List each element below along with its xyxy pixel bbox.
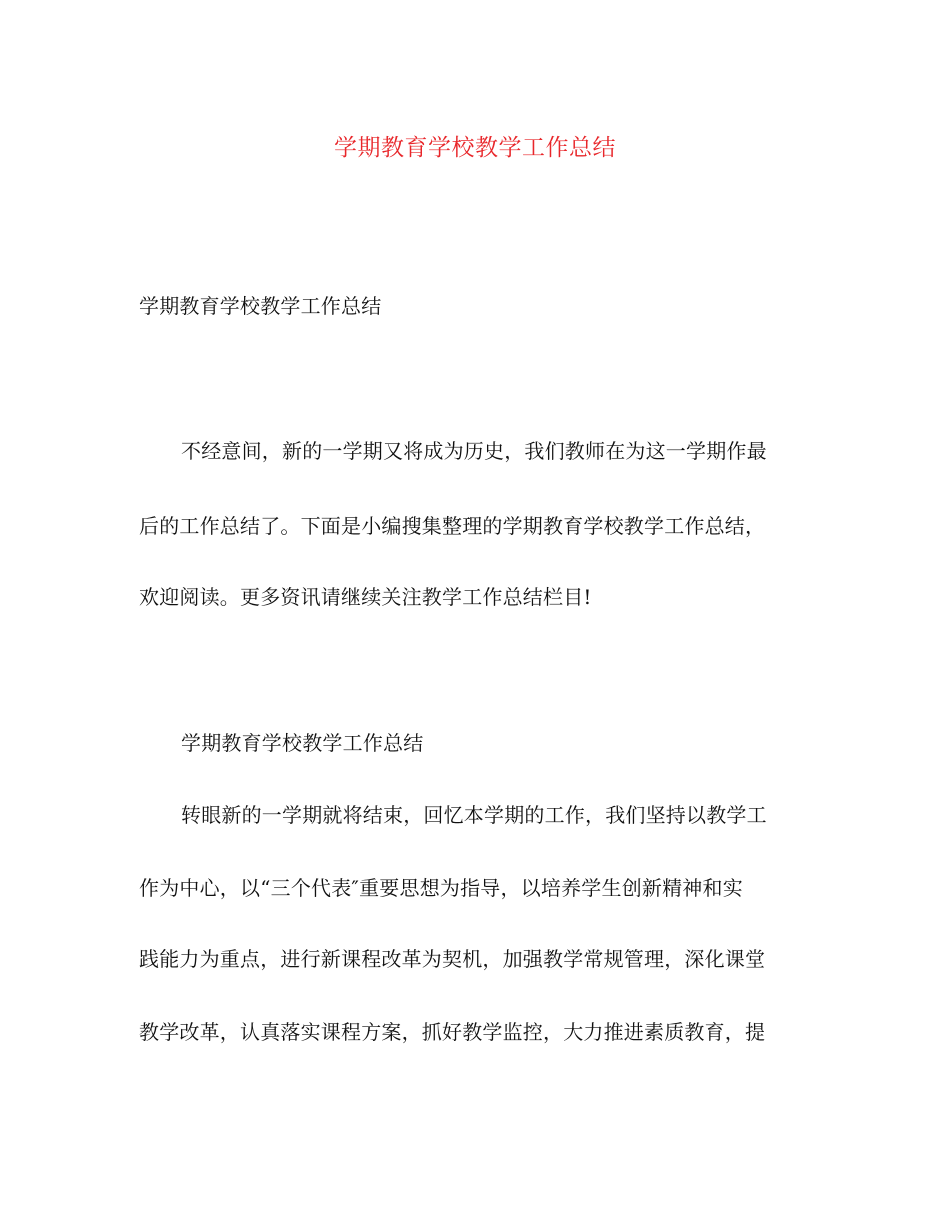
intro-line: 欢迎阅读。更多资讯请继续关注教学工作总结栏目! bbox=[139, 585, 592, 609]
body-line: 践能力为重点，进行新课程改革为契机，加强教学常规管理，深化课堂 bbox=[139, 947, 766, 971]
body-line: 教学改革，认真落实课程方案，抓好教学监控，大力推进素质教育，提 bbox=[139, 1020, 766, 1044]
body-line: 作为中心，以“三个代表″重要思想为指导，以培养学生创新精神和实 bbox=[139, 876, 743, 900]
document-title: 学期教育学校教学工作总结 bbox=[334, 135, 616, 161]
document-subtitle: 学期教育学校教学工作总结 bbox=[139, 294, 382, 318]
intro-line: 不经意间，新的一学期又将成为历史，我们教师在为这一学期作最 bbox=[181, 439, 767, 463]
body-line: 转眼新的一学期就将结束，回忆本学期的工作，我们坚持以教学工 bbox=[181, 803, 767, 827]
section-heading: 学期教育学校教学工作总结 bbox=[181, 731, 424, 755]
intro-line: 后的工作总结了。下面是小编搜集整理的学期教育学校教学工作总结， bbox=[139, 514, 766, 538]
